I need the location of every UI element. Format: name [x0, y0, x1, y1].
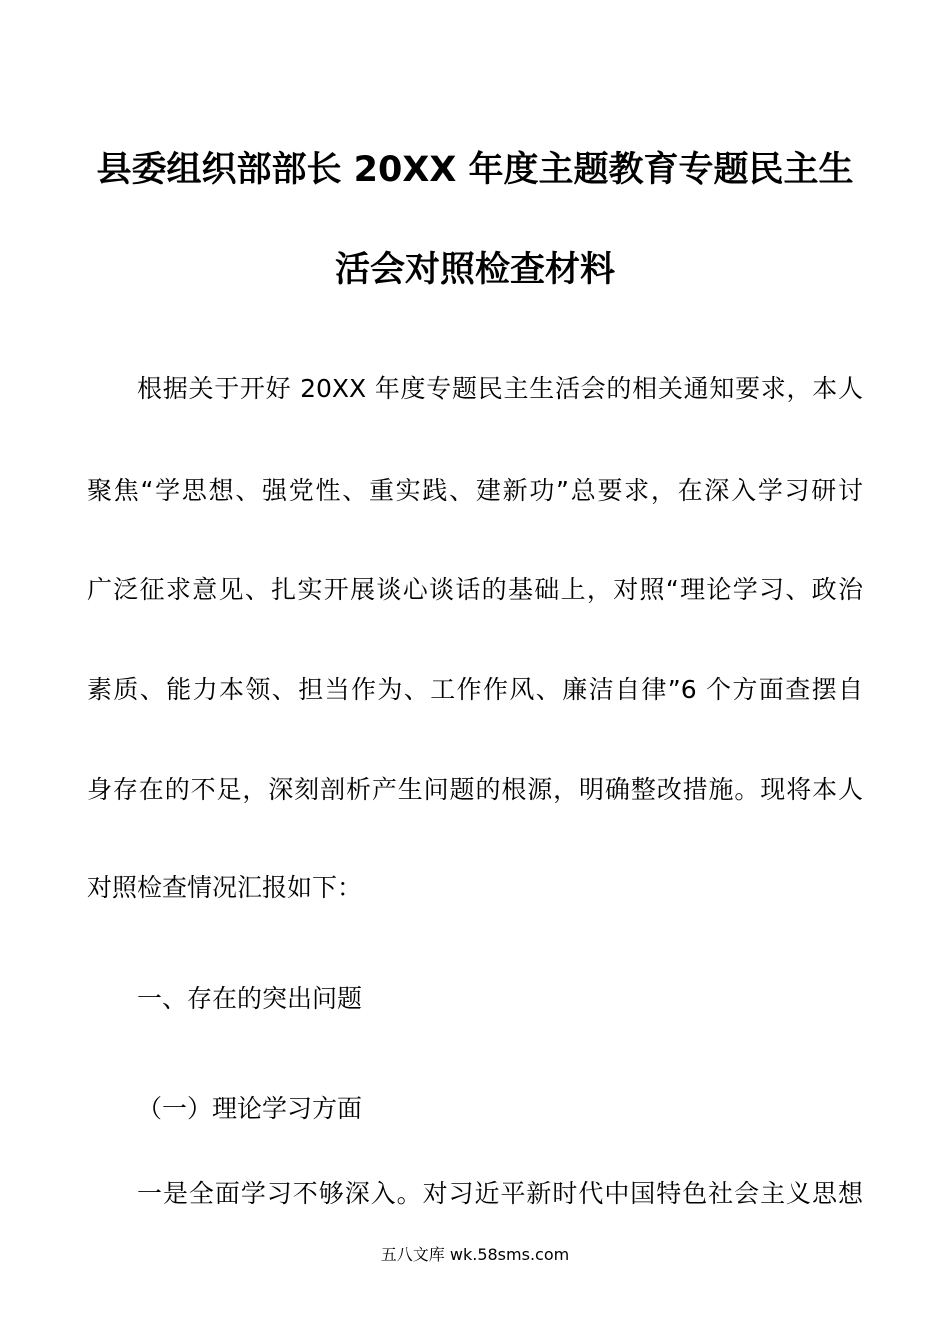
paragraph-line: 素质、能力本领、担当作为、工作作风、廉洁自律”6 个方面查摆自	[87, 675, 863, 704]
paragraph-line: 身存在的不足，深刻剖析产生问题的根源，明确整改措施。现将本人	[87, 775, 863, 804]
subsection-heading: （一）理论学习方面	[137, 1094, 363, 1123]
document-title-line-1: 县委组织部部长 20XX 年度主题教育专题民主生	[96, 150, 854, 190]
paragraph-line: 一是全面学习不够深入。对习近平新时代中国特色社会主义思想	[137, 1179, 863, 1208]
paragraph-line: 聚焦“学思想、强党性、重实践、建新功”总要求，在深入学习研讨	[87, 476, 863, 505]
document-title-line-2: 活会对照检查材料	[334, 250, 615, 290]
paragraph-line: 广泛征求意见、扎实开展谈心谈话的基础上，对照“理论学习、政治	[87, 575, 863, 604]
paragraph-line: 对照检查情况汇报如下：	[87, 873, 363, 902]
paragraph-line: 根据关于开好 20XX 年度专题民主生活会的相关通知要求，本人	[137, 374, 863, 403]
section-heading: 一、存在的突出问题	[137, 984, 363, 1013]
footer-watermark: 五八文库 wk.58sms.com	[380, 1245, 570, 1264]
